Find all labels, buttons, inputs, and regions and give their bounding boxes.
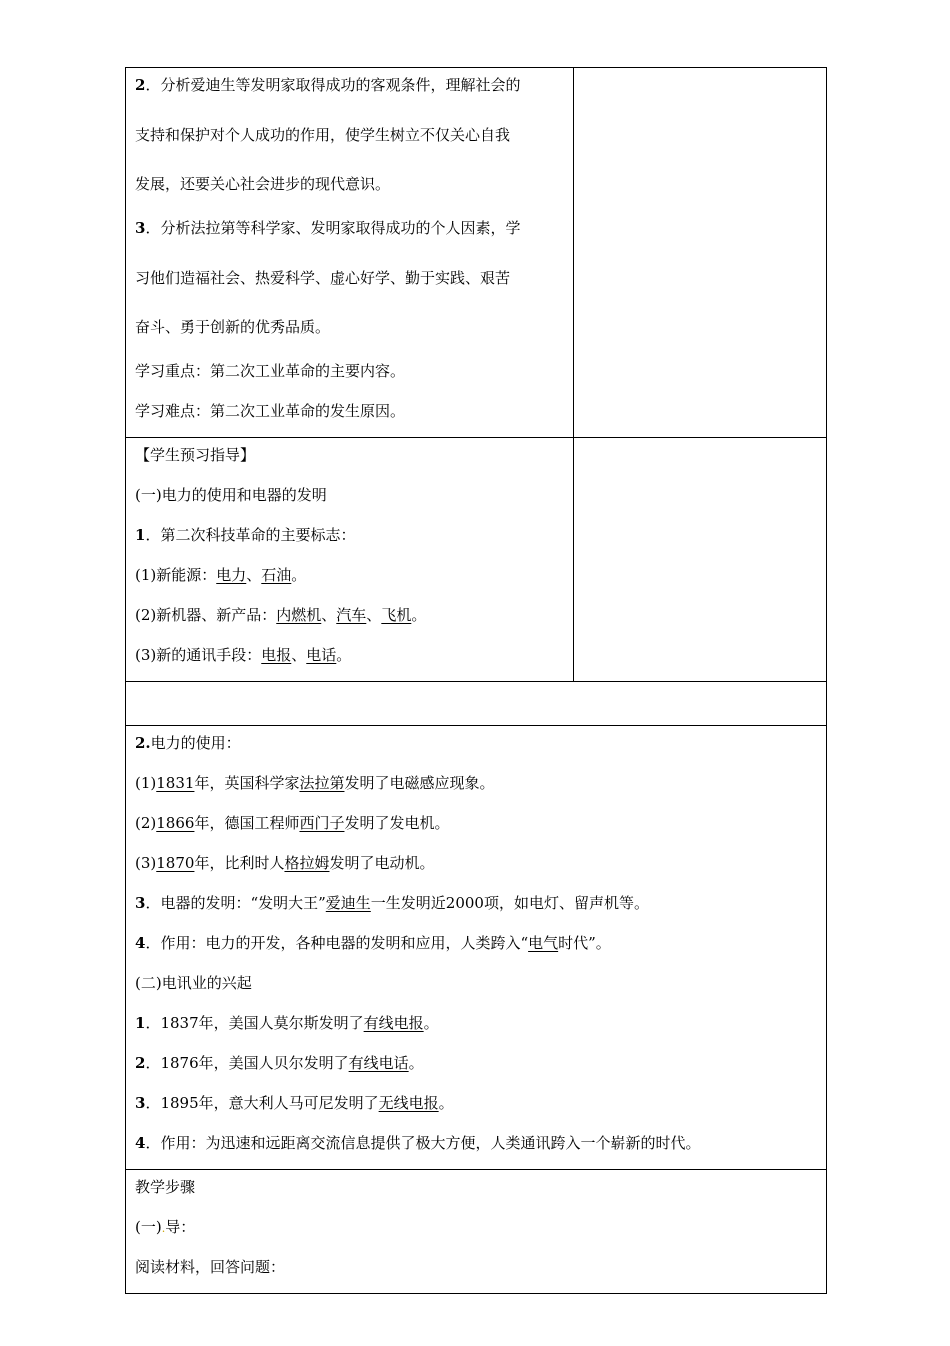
preview-cell xyxy=(126,438,574,682)
objective-3-line3: 奋斗、勇于创新的优秀品质。 xyxy=(135,318,331,336)
blank-cell xyxy=(126,682,827,726)
read-material-line: 阅读材料，回答问题： xyxy=(135,1258,286,1276)
answer-car: 汽车 xyxy=(336,606,367,624)
preview-row xyxy=(126,438,827,682)
gramme-line: (3)1870年，比利时人格拉姆发明了电动机。 xyxy=(135,854,435,872)
objectives-cell xyxy=(126,68,574,438)
electric-use-title: 2.电力的使用： xyxy=(135,734,241,752)
new-comm-line: (3)新的通讯手段：电报、电话。 xyxy=(135,646,352,664)
new-machines-line: (2)新机器、新产品：内燃机、汽车、飞机。 xyxy=(135,606,427,624)
objectives-row xyxy=(126,68,827,438)
objective-2-line2: 支持和保护对个人成功的作用，使学生树立不仅关心自我 xyxy=(135,125,511,144)
lesson-plan-table xyxy=(125,67,827,1294)
objective-2-line3: 发展，还要关心社会进步的现代意识。 xyxy=(135,175,391,193)
electric-effect-line: 4．作用：电力的开发，各种电器的发明和应用，人类跨入“电气时代”。 xyxy=(135,934,611,952)
objective-3-line1: 3．分析法拉第等科学家、发明家取得成功的个人因素，学 xyxy=(135,219,521,237)
preview-notes-cell xyxy=(574,438,827,682)
steps-heading: 教学步骤 xyxy=(135,1178,196,1196)
morse-line: 1．1837年，美国人莫尔斯发明了有线电报。 xyxy=(135,1014,439,1032)
siemens-line: (2)1866年，德国工程师西门子发明了发电机。 xyxy=(135,814,450,832)
preview-item-1: 1．第二次科技革命的主要标志： xyxy=(135,526,356,544)
content-row xyxy=(126,726,827,1170)
steps-cell xyxy=(126,1170,827,1294)
steps-row xyxy=(126,1170,827,1294)
edison-line: 3．电器的发明：“发明大王”爱迪生一生发明近2000项，如电灯、留声机等。 xyxy=(135,894,649,912)
telecom-section: (二)电讯业的兴起 xyxy=(135,974,252,992)
objective-2-line1: 2．分析爱迪生等发明家取得成功的客观条件，理解社会的 xyxy=(135,76,521,94)
answer-oil: 石油 xyxy=(261,566,292,584)
preview-heading: 【学生预习指导】 xyxy=(135,446,256,464)
answer-electricity: 电力 xyxy=(216,566,247,584)
answer-telegraph: 电报 xyxy=(261,646,292,664)
faraday-line: (1)1831年，英国科学家法拉第发明了电磁感应现象。 xyxy=(135,774,495,792)
preview-section-1: (一)电力的使用和电器的发明 xyxy=(135,486,327,504)
objectives-notes-cell xyxy=(574,68,827,438)
guide-line: (一).导： xyxy=(135,1218,196,1236)
answer-plane: 飞机 xyxy=(381,606,412,624)
blank-row xyxy=(126,682,827,726)
learning-difficulty: 学习难点：第二次工业革命的发生原因。 xyxy=(135,402,406,420)
answer-engine: 内燃机 xyxy=(276,606,322,624)
marconi-line: 3．1895年，意大利人马可尼发明了无线电报。 xyxy=(135,1094,454,1112)
answer-telephone: 电话 xyxy=(306,646,337,664)
new-energy-line: (1)新能源：电力、石油。 xyxy=(135,566,307,584)
objective-3-line2: 习他们造福社会、热爱科学、虚心好学、勤于实践、艰苦 xyxy=(135,268,511,287)
bell-line: 2．1876年，美国人贝尔发明了有线电话。 xyxy=(135,1054,424,1072)
telecom-effect-line: 4．作用：为迅速和远距离交流信息提供了极大方便，人类通讯跨入一个崭新的时代。 xyxy=(135,1134,701,1152)
learning-focus: 学习重点：第二次工业革命的主要内容。 xyxy=(135,362,406,380)
content-cell xyxy=(126,726,827,1170)
